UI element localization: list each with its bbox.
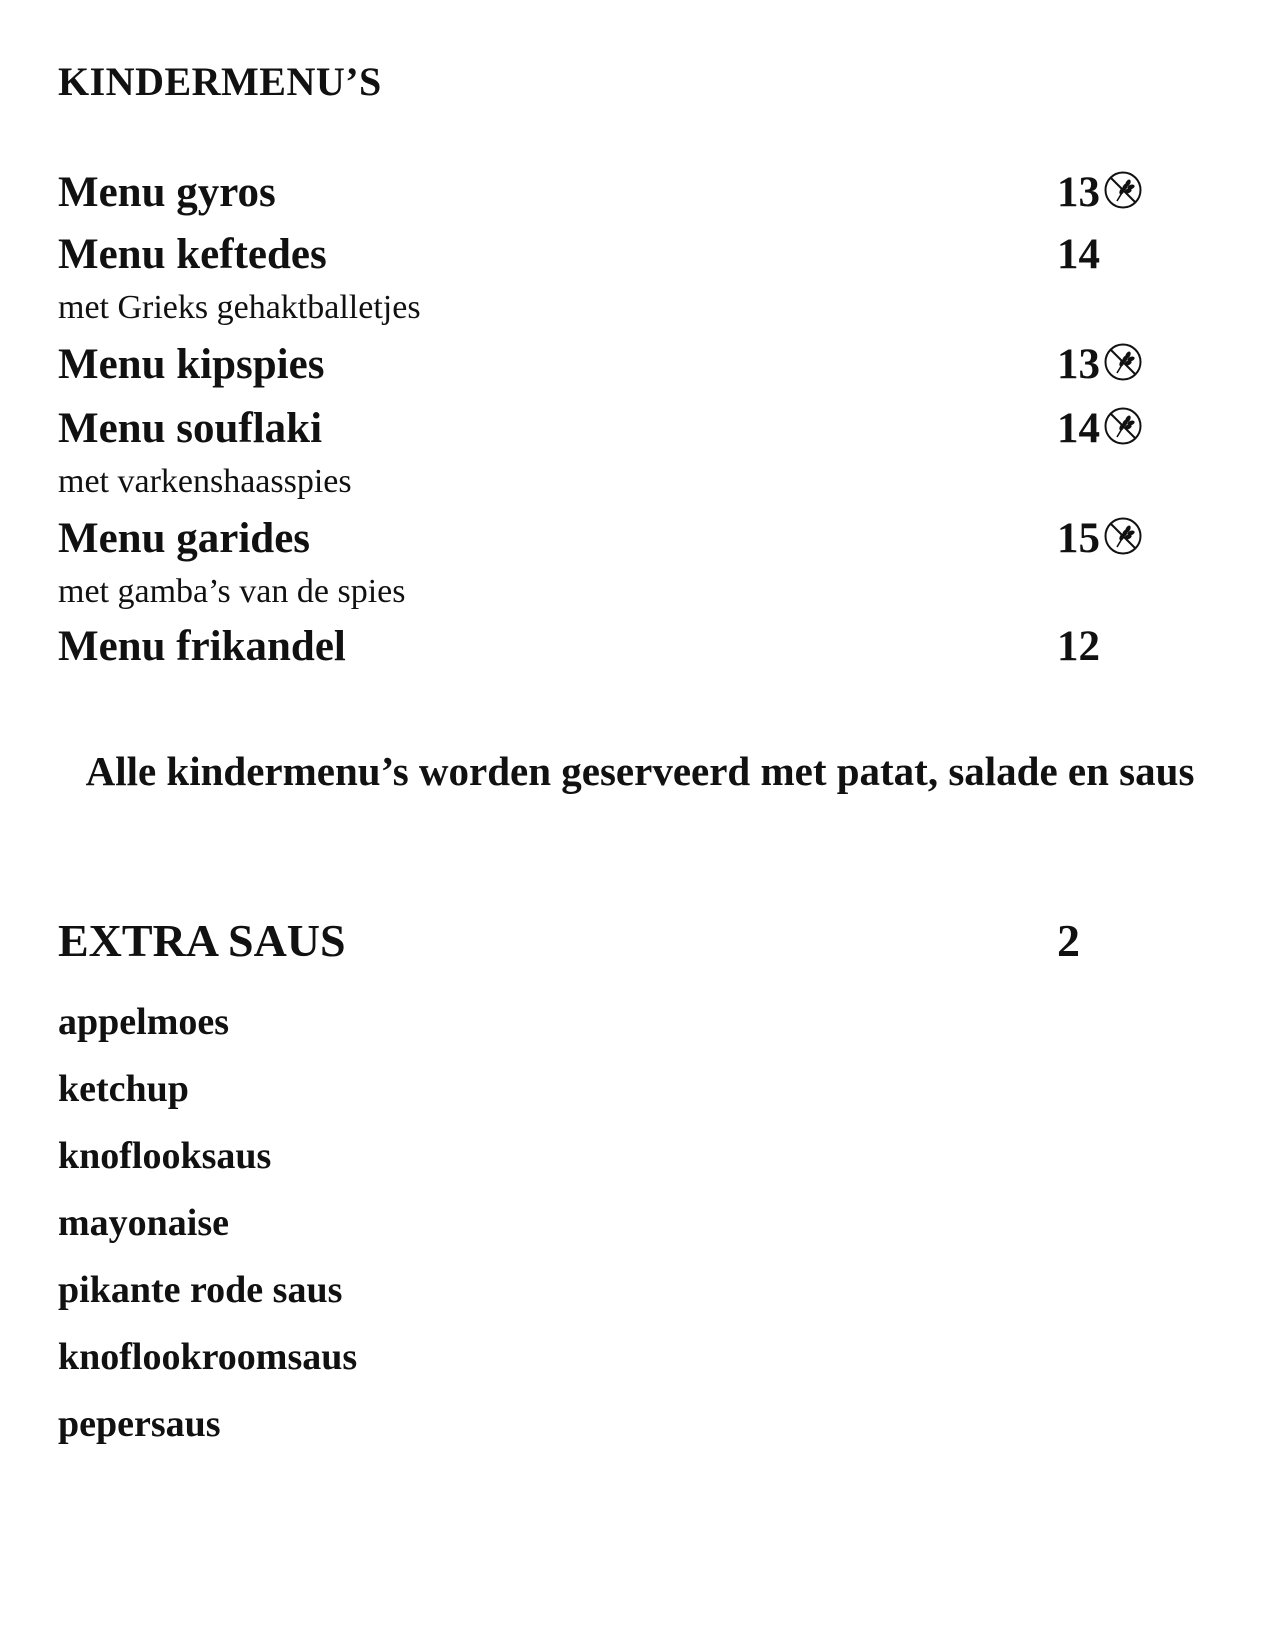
item-price-keftedes: 14 (1057, 231, 1100, 278)
sauce-item: knoflookroomsaus (58, 1336, 358, 1378)
item-name-keftedes: Menu keftedes (58, 231, 327, 278)
extra-sauce-title: EXTRA SAUS (58, 915, 346, 966)
item-name-kipspies: Menu kipspies (58, 341, 325, 388)
gluten-free-icon (1103, 516, 1143, 556)
item-name-gyros: Menu gyros (58, 169, 276, 216)
item-price-kipspies: 13 (1057, 341, 1100, 388)
kids-menu-title: KINDERMENU’S (58, 59, 382, 104)
item-name-frikandel: Menu frikandel (58, 623, 346, 670)
gluten-free-icon (1103, 406, 1143, 446)
item-desc-souflaki: met varkenshaasspies (58, 463, 352, 500)
sauce-item: pikante rode saus (58, 1269, 343, 1311)
item-desc-garides: met gamba’s van de spies (58, 573, 406, 610)
sauce-item: mayonaise (58, 1202, 229, 1244)
item-price-garides: 15 (1057, 515, 1100, 562)
extra-sauce-price: 2 (1057, 915, 1080, 966)
sauce-item: ketchup (58, 1068, 189, 1110)
gluten-free-icon (1103, 342, 1143, 382)
item-price-souflaki: 14 (1057, 405, 1100, 452)
sauce-item: pepersaus (58, 1403, 221, 1445)
item-price-gyros: 13 (1057, 169, 1100, 216)
item-price-frikandel: 12 (1057, 623, 1100, 670)
sauce-item: knoflooksaus (58, 1135, 272, 1177)
sauce-item: appelmoes (58, 1001, 229, 1043)
gluten-free-icon (1103, 170, 1143, 210)
item-name-garides: Menu garides (58, 515, 311, 562)
item-desc-keftedes: met Grieks gehaktballetjes (58, 289, 421, 326)
item-name-souflaki: Menu souflaki (58, 405, 323, 452)
kids-menu-note: Alle kindermenu’s worden geserveerd met patat, salade en saus (85, 748, 1195, 794)
